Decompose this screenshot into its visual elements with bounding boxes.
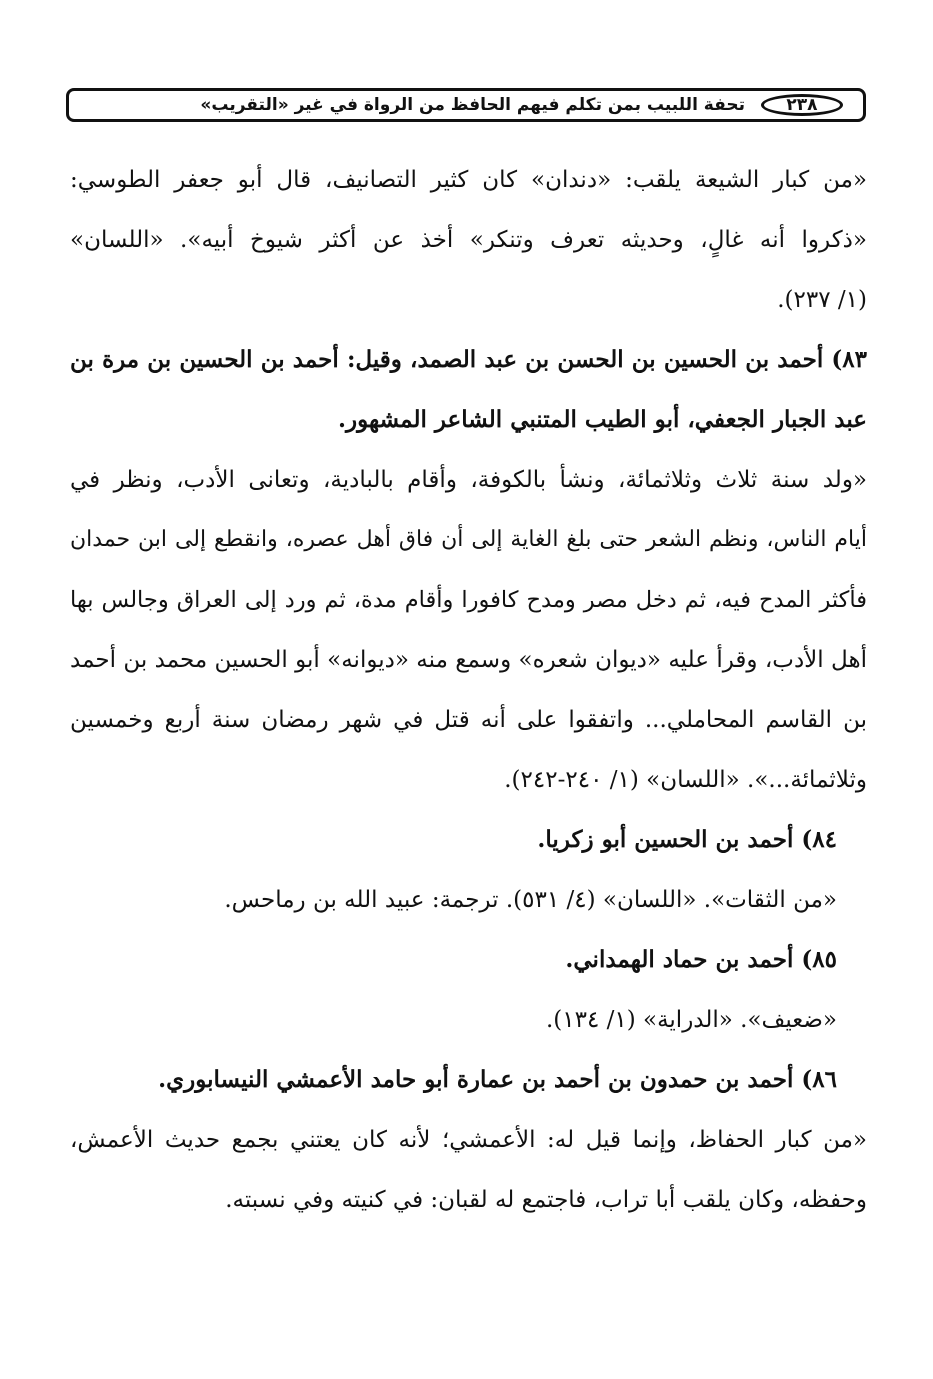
running-header — [66, 88, 866, 122]
text-line: وثلاثمائة...». «اللسان» (١/ ٢٤٠-٢٤٢). — [504, 767, 867, 793]
entry-heading: ٨٣) أحمد بن الحسين بن الحسن بن عبد الصمد، وقيل: أحمد بن الحسين بن مرة بن — [70, 346, 868, 373]
text-line: «ولد سنة ثلاث وثلاثمائة، ونشأ بالكوفة، وأقام بالبادية، وتعانى الأدب، ونظر في — [70, 467, 867, 493]
entry-number: ٨٣) — [823, 346, 868, 373]
text-line: (١/ ٢٣٧). — [777, 287, 867, 313]
text-line: أيام الناس، ونظم الشعر حتى بلغ الغاية إلى أن فاق أهل عصره، وانقطع إلى ابن حمدان — [70, 527, 867, 552]
text-line: وحفظه، وكان يلقب أبا تراب، فاجتمع له لقبان: في كنيته وفي نسبته. — [225, 1187, 867, 1213]
entry-heading: ٨٤) أحمد بن الحسين أبو زكريا. — [537, 826, 837, 853]
entry-number: ٨٦) — [793, 1066, 837, 1093]
text-line: «من الثقات». «اللسان» (٤/ ٥٣١). ترجمة: عبيد الله بن رماحس. — [224, 887, 837, 913]
book-title: تحفة اللبيب بمن تكلم فيهم الحافظ من الرواة في غير «التقريب» — [200, 95, 745, 115]
text-line: «من كبار الشيعة يلقب: «دندان» كان كثير التصانيف، قال أبو جعفر الطوسي: — [70, 167, 867, 193]
text-line: «ضعيف». «الدراية» (١/ ١٣٤). — [545, 1007, 837, 1033]
entry-heading: ٨٦) أحمد بن حمدون بن أحمد بن عمارة أبو حامد الأعمشي النيسابوري. — [158, 1066, 837, 1093]
entry-heading: ٨٥) أحمد بن حماد الهمداني. — [565, 946, 837, 973]
text-line: فأكثر المدح فيه، ثم دخل مصر ومدح كافورا وأقام مدة، ثم ورد إلى العراق وجالس بها — [70, 587, 867, 613]
text-line: «من كبار الحفاظ، وإنما قيل له: الأعمشي؛ لأنه كان يعتني بجمع حديث الأعمش، — [70, 1127, 867, 1153]
page-number: ٢٣٨ — [761, 94, 843, 116]
text-line: بن القاسم المحاملي... واتفقوا على أنه قتل في شهر رمضان سنة أربع وخمسين — [70, 707, 867, 733]
entry-number: ٨٥) — [793, 946, 837, 973]
entry-heading: عبد الجبار الجعفي، أبو الطيب المتنبي الشاعر المشهور. — [338, 406, 867, 433]
text-line: «ذكروا أنه غالٍ، وحديثه تعرف وتنكر» أخذ عن أكثر شيوخ أبيه». «اللسان» — [70, 227, 867, 253]
entry-number: ٨٤) — [793, 826, 837, 853]
text-line: أهل الأدب، وقرأ عليه «ديوان شعره» وسمع منه «ديوانه» أبو الحسين محمد بن أحمد — [70, 647, 867, 673]
